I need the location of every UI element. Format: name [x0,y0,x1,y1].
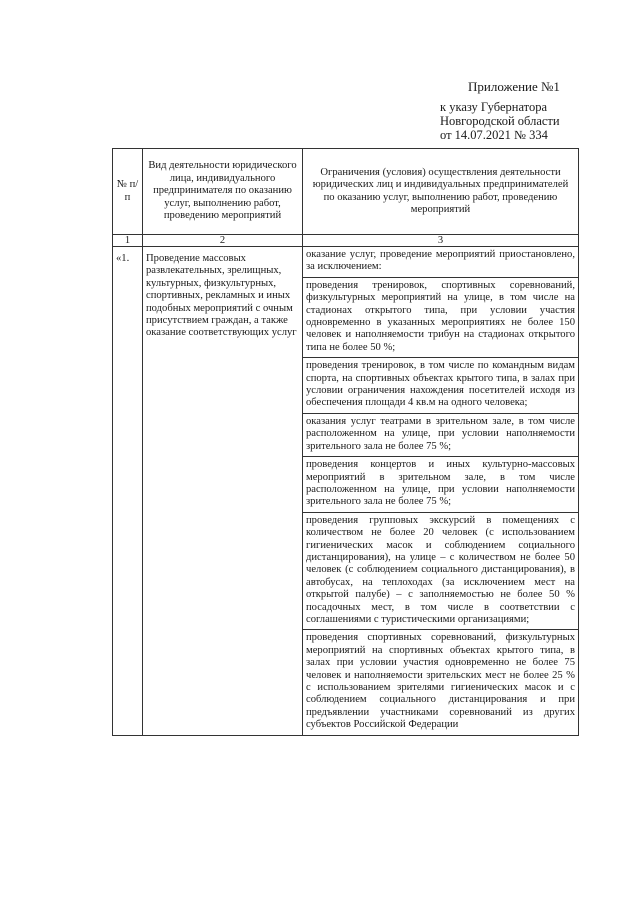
table-row [113,247,579,736]
restrictions-table [112,148,579,736]
appendix-line-1: к указу Губернатора [440,100,548,114]
header-activity: Вид деятельности юридического лица, индивидуального предпринимателя по оказанию услуг, выполнению работ, проведению мероприятий [143,149,303,235]
column-number: 1 [113,235,143,247]
row-number: «1. [113,247,143,736]
activity-cell: Проведение массовых развлекательных, зрелищных, культурных, физкультурных, спортивных, рекламных и иных подобных мероприятий с очным присутствием граждан, а также оказание соответствующих услуг [143,247,303,736]
appendix-title: Приложение №1 [468,79,560,94]
appendix-line-2: Новгородской области [440,114,560,128]
restriction-paragraph: проведения тренировок, в том числе по командным видам спорта, на спортивных объектах крытого типа, в залах при условии ограничения нахождения посетителей исходя из обеспечения площади 4 кв.м на одного человека; [303,358,578,414]
table-header-row [113,149,579,235]
appendix-header [440,80,630,142]
header-restrictions: Ограничения (условия) осуществления деятельности юридических лиц и индивидуальных предпринимателей по оказанию услуг, выполнению работ, проведению мероприятий [303,149,579,235]
restriction-paragraph: проведения спортивных соревнований, физкультурных мероприятий на спортивных объектах крытого типа, в залах при условии участия одновременно не более 75 человек и наполняемости зрительских мест не более 25 % с использованием зрителями гигиенических масок и с соблюдением социального дистанцирования и при предъявлении участниками соревнований из других субъектов Российской Федерации [306,632,575,731]
column-number: 2 [143,235,303,247]
appendix-line-3: от 14.07.2021 № 334 [440,128,548,142]
header-num: № п/п [113,149,143,235]
restriction-paragraph: проведения групповых экскурсий в помещениях с количеством не более 20 человек (с использованием гигиенических масок и соблюдением социального дистанцирования), на улице – с количеством не более 50 человек (с соблюдением социального дистанцирования), в автобусах, на теплоходах (за исключением мест на открытой палубе) – с заполняемостью не более 50 % посадочных мест, в том числе в соответствии с соглашениями с туристическими организациями; [303,513,578,631]
restriction-paragraph: проведения концертов и иных культурно-массовых мероприятий в зрительном зале, в том числе расположенном на улице, при условии наполняемости зрительного зала не более 75 %; [303,457,578,513]
restriction-paragraph: оказания услуг театрами в зрительном зале, в том числе расположенном на улице, при условии наполняемости зрительного зала не более 75 %; [303,414,578,457]
restrictions-cell [303,247,579,736]
restriction-paragraph: проведения тренировок, спортивных соревнований, физкультурных мероприятий на улице, в том числе на стадионах открытого типа, при условии участия одновременно в указанных мероприятиях не более 150 человек и наполняемости трибун на стадионах открытого типа не более 50 %; [303,278,578,358]
restriction-paragraph: оказание услуг, проведение мероприятий приостановлено, за исключением: [303,247,578,278]
column-number-row [113,235,579,247]
column-number: 3 [303,235,579,247]
